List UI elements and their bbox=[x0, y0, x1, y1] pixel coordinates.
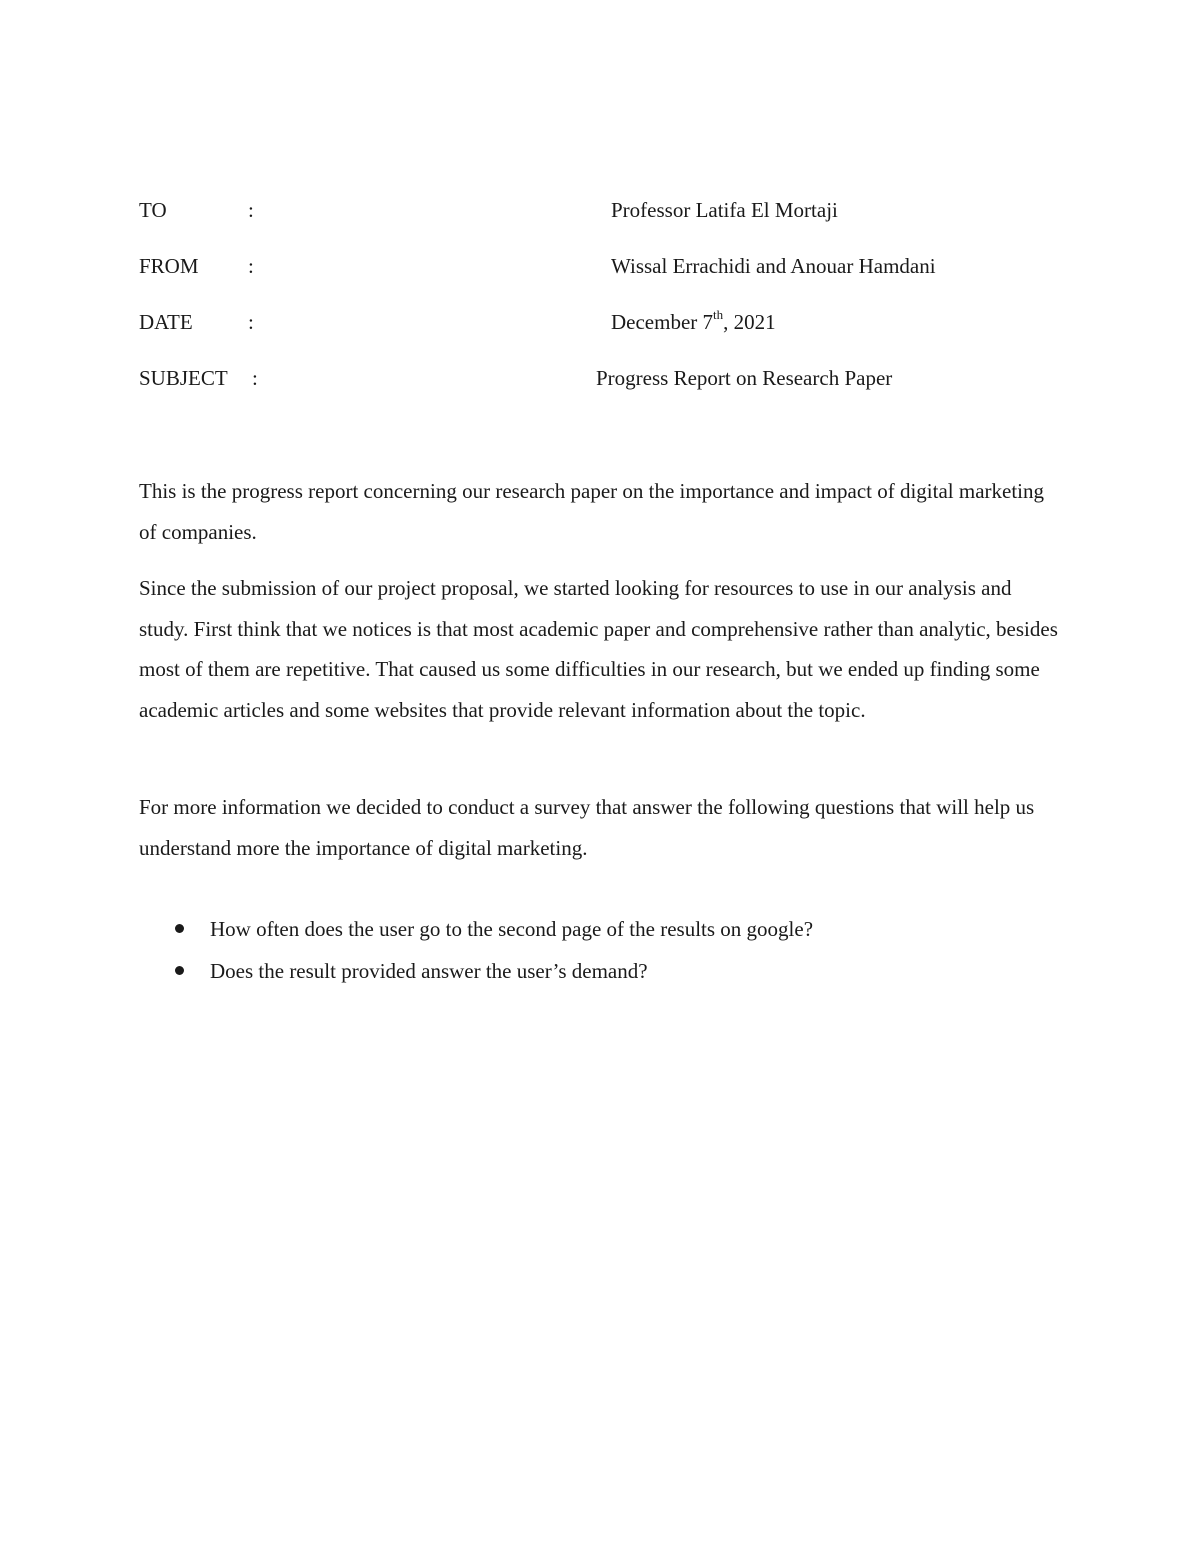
paragraph-survey: For more information we decided to conduct a survey that answer the following questions that will help us understand more the importance of digital marketing. bbox=[139, 795, 1035, 860]
survey-question-list bbox=[139, 908, 1064, 992]
memo-to-value: Professor Latifa El Mortaji bbox=[611, 198, 838, 222]
bullet-dot-icon bbox=[175, 966, 184, 975]
memo-from-value: Wissal Errachidi and Anouar Hamdani bbox=[611, 254, 936, 278]
memo-subject-label: SUBJECT bbox=[139, 366, 228, 390]
memo-subject-value: Progress Report on Research Paper bbox=[596, 366, 893, 390]
bullet-dot-icon bbox=[175, 924, 184, 933]
memo-to-row bbox=[0, 195, 1200, 225]
paragraph-progress: Since the submission of our project proposal, we started looking for resources to use in our analysis and study. First think that we notices is that most academic paper and comprehensive rather than analytic, besides most of them are repetitive. That caused us some difficulties in our research, but we ended up finding some academic articles and some websites that provide relevant information about the topic. bbox=[139, 576, 1058, 722]
memo-date-value bbox=[611, 307, 776, 337]
memo-to-colon: : bbox=[248, 198, 254, 222]
paragraph-intro: This is the progress report concerning our research paper on the importance and impact of digital marketing of companies. bbox=[139, 479, 1045, 544]
memo-subject-row bbox=[0, 363, 1200, 393]
memo-subject-colon: : bbox=[252, 366, 258, 390]
survey-question-text: How often does the user go to the second page of the results on google? bbox=[210, 917, 814, 941]
memo-from-label: FROM bbox=[139, 254, 199, 278]
memo-from-row bbox=[0, 251, 1200, 281]
memo-date-ordinal: th bbox=[713, 307, 724, 322]
memo-date-row bbox=[0, 307, 1200, 337]
list-item bbox=[139, 950, 1064, 992]
survey-question-text: Does the result provided answer the user’s demand? bbox=[210, 959, 648, 983]
memo-date-main: December 7 bbox=[611, 310, 714, 334]
memo-date-year: , 2021 bbox=[723, 310, 776, 334]
memo-to-label: TO bbox=[139, 198, 167, 222]
list-item bbox=[139, 908, 1064, 950]
memo-from-colon: : bbox=[248, 254, 254, 278]
memo-date-colon: : bbox=[248, 310, 254, 334]
memo-date-label: DATE bbox=[139, 310, 193, 334]
